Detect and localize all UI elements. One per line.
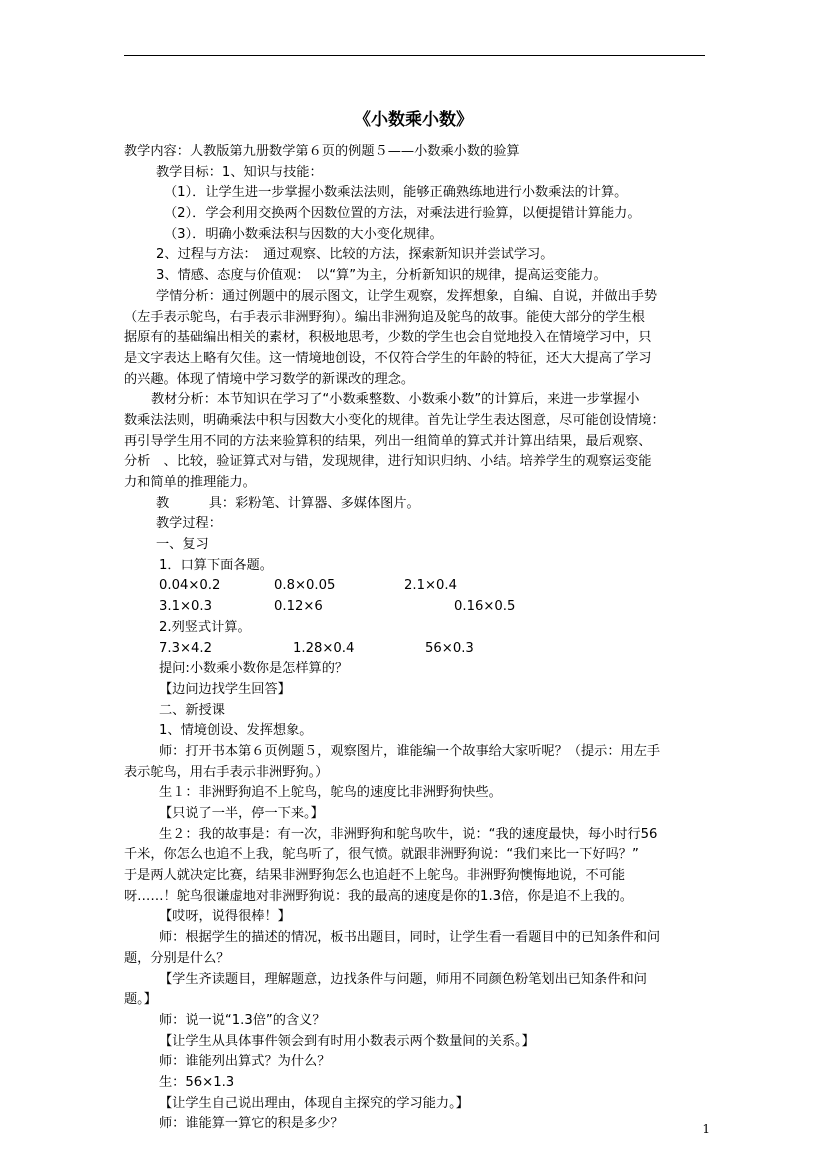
text-line: 教 具：彩粉笔、计算器、多媒体图片。	[156, 495, 420, 511]
text-line: （3）．明确小数乘法积与因数的大小变化规律。	[164, 226, 443, 242]
document-title: 《小数乘小数》	[354, 110, 473, 130]
text-line: 题。】	[124, 992, 157, 1008]
text-line: （左手表示鸵鸟，右手表示非洲野狗）。编出非洲狗追及鸵鸟的故事。能使大部分的学生根	[124, 309, 645, 325]
text-line: 力和简单的推理能力。	[124, 475, 256, 490]
written-calc-item: 1.28×0.4	[293, 640, 355, 656]
text-line: 教学目标：1、知识与技能：	[156, 164, 323, 180]
text-line: 师：说一说“1.3倍”的含义？	[159, 1012, 326, 1028]
text-line: 师：谁能算一算它的积是多少？	[159, 1116, 344, 1132]
text-line: 教材分析：本节知识在学习了“小数乘整数、小数乘小数”的计算后，来进一步掌握小	[151, 392, 640, 408]
text-line: 【让学生从具体事件领会到有时用小数表示两个数量间的关系。】	[159, 1033, 535, 1049]
text-line: （2）．学会利用交换两个因数位置的方法，对乘法进行验算，以便提错计算能力。	[164, 206, 641, 222]
text-line: 师：根据学生的描述的情况，板书出题目，同时，让学生看一看题目中的已知条件和问	[159, 930, 661, 946]
text-line: 生１：非洲野狗追不上鸵鸟，鸵鸟的速度比非洲野狗快些。	[159, 785, 502, 801]
text-line: 生２：我的故事是：有一次，非洲野狗和鸵鸟吹牛，说：“我的速度最快，每小时行56	[159, 826, 658, 842]
text-line: 【学生齐读题目，理解题意，边找条件与问题，师用不同颜色粉笔划出已知条件和问	[159, 971, 647, 987]
page-number: 1	[702, 1122, 710, 1136]
text-line: 【哎呀，说得很棒！】	[159, 909, 291, 925]
text-line: 提问:小数乘小数你是怎样算的？	[159, 661, 349, 677]
text-line: 3、情感、态度与价值观： 以“算”为主，分析新知识的规律，提高运变能力。	[156, 268, 607, 284]
oral-calc-item: 0.16×0.5	[454, 599, 516, 615]
text-line: 的兴趣。体现了情境中学习数学的新课改的理念。	[124, 371, 415, 387]
text-line: 一、复习	[156, 537, 209, 553]
oral-calc-row	[124, 576, 704, 597]
text-line: 教学内容：人教版第九册数学第６页的例题５——小数乘小数的验算	[124, 144, 520, 159]
oral-calc-item: 0.12×6	[274, 599, 323, 615]
text-line: 于是两人就决定比赛，结果非洲野狗怎么也追赶不上鸵鸟。非洲野狗懊悔地说，不可能	[124, 868, 626, 884]
text-line: 生：56×1.3	[159, 1074, 235, 1090]
header-rule	[124, 55, 705, 56]
text-line: 千米，你怎么也追不上我，鸵鸟听了，很气愤。就跟非洲野狗说：“我们来比一下好吗？”	[124, 847, 639, 863]
text-line: 1．口算下面各题。	[159, 557, 273, 573]
text-line: 数乘法法则，明确乘法中积与因数大小变化的规律。首先让学生表达图意，尽可能创设情境：	[124, 412, 665, 428]
oral-calc-row	[124, 597, 704, 618]
oral-calc-item: 2.1×0.4	[404, 578, 457, 594]
text-line: 是文字表达上略有欠佳。这一情境地创设，不仅符合学生的年龄的特征，还大大提高了学习	[124, 350, 652, 366]
text-line: 据原有的基础编出相关的素材，积极地思考，少数的学生也会自觉地投入在情境学习中，只	[124, 330, 652, 346]
oral-calc-item: 3.1×0.3	[159, 599, 212, 615]
document-body	[124, 142, 704, 1135]
text-line: 表示鸵鸟，用右手表示非洲野狗。）	[124, 764, 329, 780]
written-calc-item: 56×0.3	[425, 640, 474, 656]
text-line: 1、情境创设、发挥想象。	[159, 723, 313, 739]
text-line: （1）．让学生进一步掌握小数乘法法则，能够正确熟练地进行小数乘法的计算。	[164, 185, 628, 201]
text-line: 分析 、比较，验证算式对与错，发现规律，进行知识归纳、小结。培养学生的观察运变能	[124, 454, 652, 470]
written-calc-item: 7.3×4.2	[159, 640, 212, 656]
text-line: 师：谁能列出算式？为什么？	[159, 1054, 331, 1070]
text-line: 【让学生自己说出理由，体现自主探究的学习能力。】	[159, 1095, 469, 1111]
text-line: 再引导学生用不同的方法来验算积的结果，列出一组简单的算式并计算出结果，最后观察、	[124, 433, 652, 449]
oral-calc-item: 0.04×0.2	[159, 578, 221, 594]
oral-calc-item: 0.8×0.05	[274, 578, 336, 594]
text-line: 2.列竖式计算。	[159, 619, 251, 635]
text-line: 学情分析：通过例题中的展示图文，让学生观察，发挥想象，自编、自说，并做出手势	[156, 288, 658, 304]
text-line: 呀……！鸵鸟很谦虚地对非洲野狗说：我的最高的速度是你的1.3倍，你是追不上我的。	[124, 888, 633, 904]
text-line: 题，分别是什么？	[124, 950, 230, 966]
written-calc-row	[124, 639, 704, 660]
text-line: 【只说了一半，停一下来。】	[159, 806, 324, 821]
text-line: 2、过程与方法： 通过观察、比较的方法，探索新知识并尝试学习。	[156, 247, 554, 263]
text-line: 师：打开书本第６页例题５，观察图片，谁能编一个故事给大家听呢？（提示：用左手	[159, 743, 661, 759]
text-line: 教学过程：	[156, 516, 222, 532]
text-line: 【边问边找学生回答】	[159, 681, 291, 697]
text-line: 二、新授课	[159, 702, 225, 718]
